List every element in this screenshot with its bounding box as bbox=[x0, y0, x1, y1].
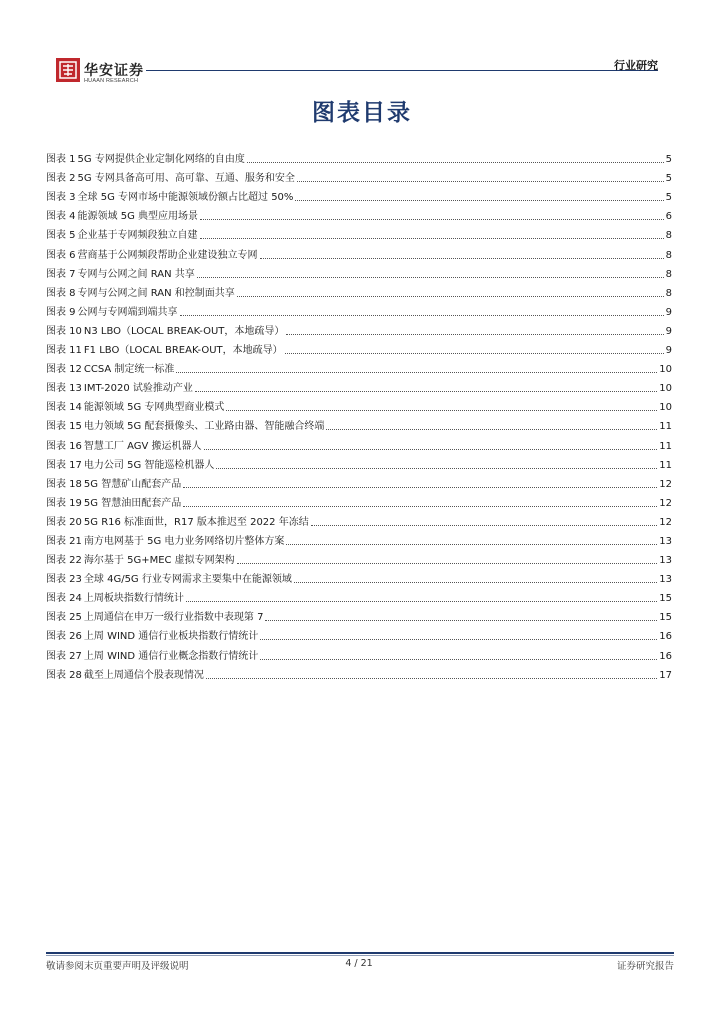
toc-entry-page: 8 bbox=[665, 249, 672, 261]
toc-entry[interactable] bbox=[46, 491, 672, 510]
toc-entry-title: 5G 专网具备高可用、高可靠、互通、服务和安全 bbox=[77, 173, 295, 185]
logo-english-name: HUAAN RESEARCH bbox=[84, 78, 139, 84]
toc-entry[interactable] bbox=[46, 453, 672, 472]
toc-entry-page: 8 bbox=[665, 287, 672, 299]
toc-entry[interactable] bbox=[46, 395, 672, 414]
toc-leader-dots bbox=[183, 486, 657, 488]
toc-entry-title: 海尔基于 5G+MEC 虚拟专网架构 bbox=[83, 555, 235, 567]
toc-entry-page: 17 bbox=[659, 669, 672, 681]
toc-entry-label: 图表 2 bbox=[46, 173, 76, 185]
toc-leader-dots bbox=[237, 562, 658, 564]
toc-entry-page: 15 bbox=[659, 612, 672, 624]
toc-leader-dots bbox=[183, 505, 657, 507]
toc-leader-dots bbox=[326, 428, 657, 430]
toc-leader-dots bbox=[180, 314, 664, 316]
toc-entry-page: 9 bbox=[665, 325, 672, 337]
toc-entry-label: 图表 20 bbox=[46, 516, 82, 528]
toc-entry-title: 公网与专网端到端共享 bbox=[77, 306, 178, 318]
toc-entry-title: 电力领域 5G 配套摄像头、工业路由器、智能融合终端 bbox=[83, 421, 325, 433]
toc-entry-title: 上周 WIND 通信行业概念指数行情统计 bbox=[83, 650, 259, 662]
toc-entry[interactable] bbox=[46, 357, 672, 376]
toc-entry-label: 图表 1 bbox=[46, 154, 76, 166]
toc-leader-dots bbox=[200, 237, 664, 239]
toc-entry-title: 南方电网基于 5G 电力业务网络切片整体方案 bbox=[83, 535, 285, 547]
toc-entry-page: 16 bbox=[659, 631, 672, 643]
toc-entry-page: 9 bbox=[665, 306, 672, 318]
toc-entry[interactable] bbox=[46, 586, 672, 605]
toc-leader-dots bbox=[195, 390, 657, 392]
footer-divider bbox=[46, 952, 674, 954]
toc-entry[interactable] bbox=[46, 510, 672, 529]
toc-entry[interactable] bbox=[46, 472, 672, 491]
toc-entry-title: 上周 WIND 通信行业板块指数行情统计 bbox=[83, 631, 259, 643]
toc-leader-dots bbox=[247, 161, 664, 163]
toc-entry-label: 图表 21 bbox=[46, 535, 82, 547]
toc-leader-dots bbox=[265, 619, 657, 621]
toc-leader-dots bbox=[226, 409, 657, 411]
toc-entry-title: 5G R16 标准面世，R17 版本推迟至 2022 年冻结 bbox=[83, 516, 309, 528]
toc-entry-label: 图表 23 bbox=[46, 574, 82, 586]
toc-entry-title: 能源领域 5G 专网典型商业模式 bbox=[83, 402, 225, 414]
toc-leader-dots bbox=[176, 371, 657, 373]
toc-entry-title: 专网与公网之间 RAN 共享 bbox=[77, 268, 195, 280]
toc-entry[interactable] bbox=[46, 433, 672, 452]
report-type: 证券研究报告 bbox=[616, 961, 674, 972]
footer-divider-thin bbox=[46, 955, 674, 956]
toc-entry-page: 13 bbox=[659, 574, 672, 586]
toc-leader-dots bbox=[206, 677, 657, 679]
toc-entry-label: 图表 14 bbox=[46, 402, 82, 414]
toc-leader-dots bbox=[216, 467, 657, 469]
toc-entry-label: 图表 8 bbox=[46, 287, 76, 299]
toc-entry[interactable] bbox=[46, 567, 672, 586]
toc-entry[interactable] bbox=[46, 204, 672, 223]
toc-leader-dots bbox=[197, 276, 664, 278]
toc-entry[interactable] bbox=[46, 300, 672, 319]
toc-leader-dots bbox=[260, 658, 657, 660]
toc-entry-title: 能源领域 5G 典型应用场景 bbox=[77, 211, 199, 223]
page-number: 4 / 21 bbox=[345, 958, 373, 969]
toc-entry-label: 图表 15 bbox=[46, 421, 82, 433]
toc-entry-page: 9 bbox=[665, 345, 672, 357]
toc-entry[interactable] bbox=[46, 319, 672, 338]
toc-leader-dots bbox=[294, 581, 657, 583]
toc-entry-page: 5 bbox=[665, 154, 672, 166]
logo-seal-icon bbox=[56, 58, 80, 82]
toc-leader-dots bbox=[286, 333, 663, 335]
toc-entry-title: 截至上周通信个股表现情况 bbox=[83, 669, 204, 681]
toc-entry[interactable] bbox=[46, 624, 672, 643]
toc-entry-label: 图表 26 bbox=[46, 631, 82, 643]
toc-entry-title: 专网与公网之间 RAN 和控制面共享 bbox=[77, 287, 235, 299]
toc-entry-page: 11 bbox=[659, 421, 672, 433]
toc-entry-page: 11 bbox=[659, 440, 672, 452]
toc-entry-page: 10 bbox=[659, 402, 672, 414]
toc-entry[interactable] bbox=[46, 166, 672, 185]
page-header bbox=[0, 0, 724, 90]
toc-entry-page: 15 bbox=[659, 593, 672, 605]
toc-entry-title: 5G 智慧矿山配套产品 bbox=[83, 478, 182, 490]
toc-entry-title: 营商基于公网频段帮助企业建设独立专网 bbox=[77, 249, 258, 261]
toc-entry-title: F1 LBO（LOCAL BREAK-OUT，本地疏导） bbox=[83, 345, 283, 357]
toc-entry-page: 10 bbox=[659, 364, 672, 376]
toc-entry-label: 图表 25 bbox=[46, 612, 82, 624]
toc-entry-page: 8 bbox=[665, 268, 672, 280]
toc-entry-title: 智慧工厂 AGV 搬运机器人 bbox=[83, 440, 202, 452]
toc-entry-label: 图表 24 bbox=[46, 593, 82, 605]
toc-entry-page: 5 bbox=[665, 173, 672, 185]
toc-entry-page: 12 bbox=[659, 497, 672, 509]
figure-table-of-contents bbox=[46, 147, 672, 682]
toc-entry-title: 上周板块指数行情统计 bbox=[83, 593, 184, 605]
toc-entry-title: CCSA 制定统一标准 bbox=[83, 364, 175, 376]
toc-entry-page: 12 bbox=[659, 516, 672, 528]
toc-entry-label: 图表 3 bbox=[46, 192, 76, 204]
toc-leader-dots bbox=[186, 600, 657, 602]
header-divider bbox=[146, 70, 658, 71]
toc-entry-title: 全球 4G/5G 行业专网需求主要集中在能源领域 bbox=[83, 574, 292, 586]
toc-entry-label: 图表 27 bbox=[46, 650, 82, 662]
toc-entry-page: 6 bbox=[665, 211, 672, 223]
toc-leader-dots bbox=[200, 218, 664, 220]
toc-entry[interactable] bbox=[46, 605, 672, 624]
toc-entry-label: 图表 10 bbox=[46, 325, 82, 337]
toc-entry[interactable] bbox=[46, 223, 672, 242]
toc-entry[interactable] bbox=[46, 414, 672, 433]
toc-entry-label: 图表 17 bbox=[46, 459, 82, 471]
toc-entry-label: 图表 5 bbox=[46, 230, 76, 242]
toc-entry-page: 10 bbox=[659, 383, 672, 395]
toc-entry-label: 图表 28 bbox=[46, 669, 82, 681]
page-title: 图表目录 bbox=[312, 100, 412, 126]
toc-entry-label: 图表 11 bbox=[46, 345, 82, 357]
company-logo bbox=[56, 58, 176, 92]
toc-entry[interactable] bbox=[46, 281, 672, 300]
toc-entry[interactable] bbox=[46, 643, 672, 662]
toc-entry-page: 12 bbox=[659, 478, 672, 490]
toc-leader-dots bbox=[204, 448, 658, 450]
toc-leader-dots bbox=[286, 543, 657, 545]
toc-entry[interactable] bbox=[46, 242, 672, 261]
toc-entry-title: 企业基于专网频段独立自建 bbox=[77, 230, 198, 242]
toc-entry-page: 16 bbox=[659, 650, 672, 662]
toc-entry-page: 11 bbox=[659, 459, 672, 471]
toc-entry-label: 图表 12 bbox=[46, 364, 82, 376]
toc-entry[interactable] bbox=[46, 147, 672, 166]
toc-leader-dots bbox=[295, 199, 663, 201]
toc-leader-dots bbox=[260, 638, 657, 640]
toc-entry-label: 图表 7 bbox=[46, 268, 76, 280]
toc-entry-page: 13 bbox=[659, 555, 672, 567]
toc-entry-page: 13 bbox=[659, 535, 672, 547]
toc-entry-title: 电力公司 5G 智能巡检机器人 bbox=[83, 459, 215, 471]
toc-leader-dots bbox=[297, 180, 664, 182]
toc-entry-page: 5 bbox=[665, 192, 672, 204]
logo-chinese-name: 华安证券 bbox=[84, 63, 144, 79]
toc-entry[interactable] bbox=[46, 262, 672, 281]
toc-entry-title: N3 LBO（LOCAL BREAK-OUT，本地疏导） bbox=[83, 325, 285, 337]
disclaimer-note: 敬请参阅末页重要声明及评级说明 bbox=[46, 961, 189, 972]
toc-entry[interactable] bbox=[46, 663, 672, 682]
toc-entry[interactable] bbox=[46, 185, 672, 204]
toc-entry-label: 图表 16 bbox=[46, 440, 82, 452]
toc-entry-title: IMT-2020 试验推动产业 bbox=[83, 383, 193, 395]
toc-entry-title: 5G 智慧油田配套产品 bbox=[83, 497, 182, 509]
toc-entry-label: 图表 6 bbox=[46, 249, 76, 261]
toc-leader-dots bbox=[260, 257, 664, 259]
toc-entry-label: 图表 13 bbox=[46, 383, 82, 395]
toc-entry[interactable] bbox=[46, 548, 672, 567]
toc-leader-dots bbox=[285, 352, 664, 354]
toc-entry-page: 8 bbox=[665, 230, 672, 242]
toc-leader-dots bbox=[311, 524, 658, 526]
toc-entry-label: 图表 9 bbox=[46, 306, 76, 318]
toc-entry-label: 图表 22 bbox=[46, 555, 82, 567]
toc-entry-title: 5G 专网提供企业定制化网络的自由度 bbox=[77, 154, 245, 166]
toc-entry[interactable] bbox=[46, 376, 672, 395]
toc-leader-dots bbox=[237, 295, 664, 297]
toc-entry-title: 上周通信在申万一级行业指数中表现第 7 bbox=[83, 612, 264, 624]
toc-entry-label: 图表 19 bbox=[46, 497, 82, 509]
report-section-label: 行业研究 bbox=[614, 59, 658, 72]
toc-entry[interactable] bbox=[46, 529, 672, 548]
toc-entry-label: 图表 4 bbox=[46, 211, 76, 223]
toc-entry-label: 图表 18 bbox=[46, 478, 82, 490]
toc-entry-title: 全球 5G 专网市场中能源领域份额占比超过 50% bbox=[77, 192, 294, 204]
toc-entry[interactable] bbox=[46, 338, 672, 357]
